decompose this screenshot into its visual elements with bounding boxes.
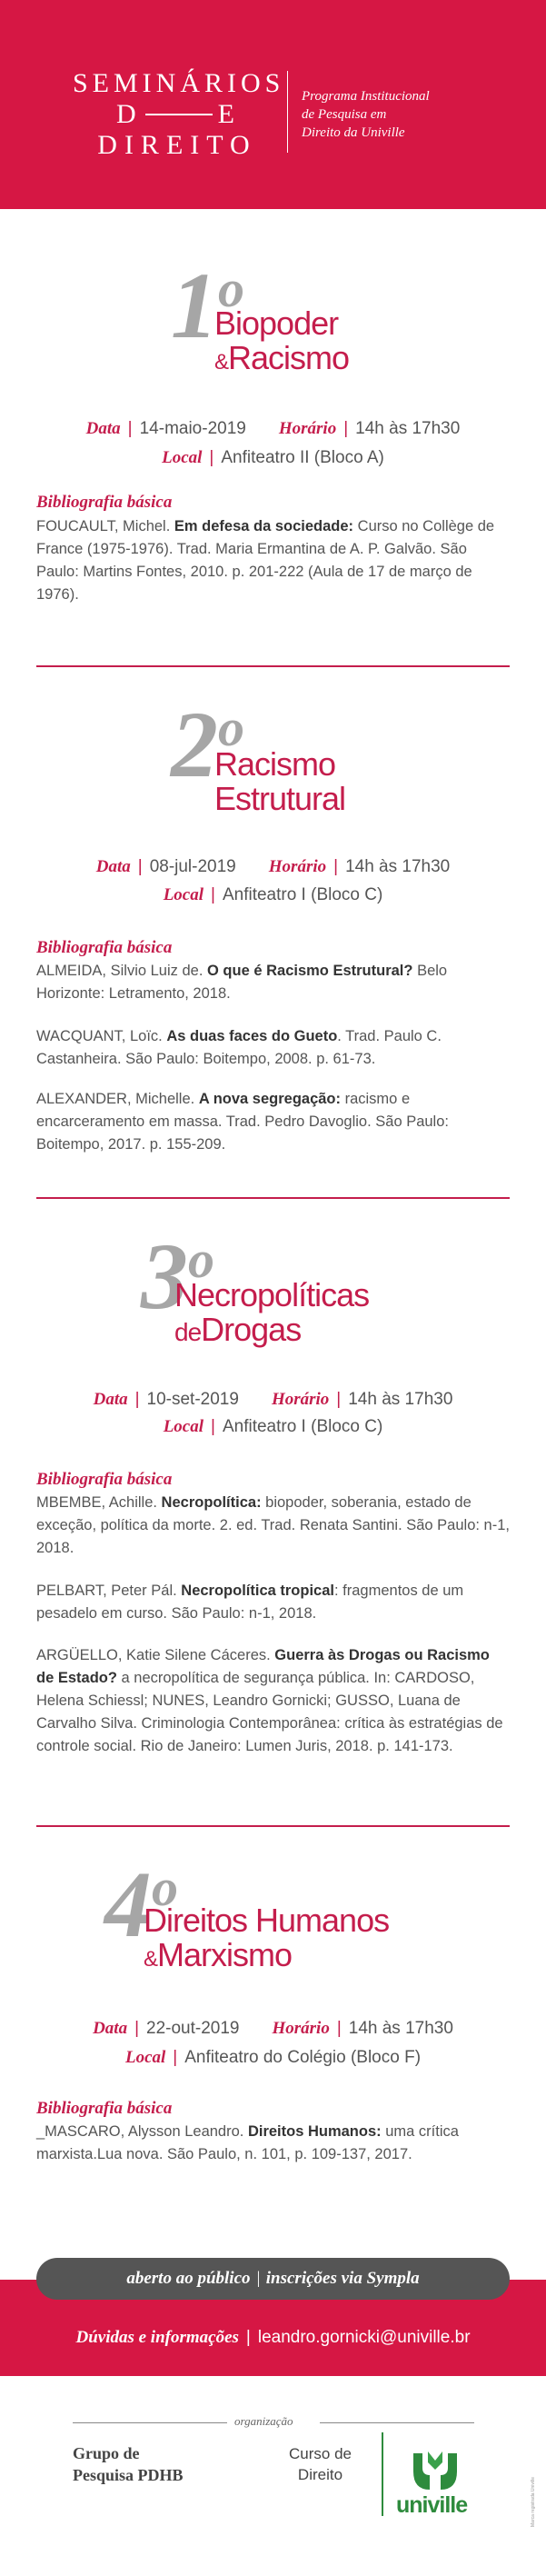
credit-text: Marca registrada Univille: [531, 2476, 536, 2527]
session-4-time: 14h às 17h30: [348, 2019, 453, 2038]
program-line-3: Direito da Univille: [302, 125, 405, 140]
session-2-ref-1: ALMEIDA, Silvio Luiz de. O que é Racismo Estrutural? Belo Horizonte: Letramento, 2018.: [36, 963, 448, 1002]
session-1-theme-line-2: Racismo: [228, 339, 350, 376]
session-3-theme-line-2: Drogas: [201, 1311, 302, 1348]
session-2-time: 14h às 17h30: [345, 857, 451, 876]
session-3-date: 10-set-2019: [146, 1390, 239, 1409]
session-3-ref-2: PELBART, Peter Pál. Necropolítica tropical: fragmentos de um pesadelo em curso. São Paulo: n-1, 2018.: [36, 1583, 464, 1622]
session-1-theme-amp: &: [214, 350, 229, 374]
session-4-location: Anfiteatro do Colégio (Bloco F): [184, 2048, 422, 2067]
section-divider: [36, 1197, 510, 1199]
contact-line: Dúvidas e informações | leandro.gornicki@univille.br: [75, 2328, 471, 2347]
session-2-theme: [214, 747, 345, 816]
org-rule-right: [320, 2422, 474, 2423]
logo-divider: [382, 2432, 383, 2516]
brand-line-1: SEMINÁRIOS: [73, 68, 285, 98]
session-1-bib-title: Bibliografia básica: [36, 493, 173, 512]
session-4-date: 22-out-2019: [146, 2019, 240, 2038]
session-1-theme-line-1: Biopoder: [214, 305, 339, 342]
curso-direito: [289, 2443, 352, 2485]
session-3-schedule: Data | 10-set-2019 Horário | 14h às 17h30: [93, 1390, 453, 1409]
session-4-theme-amp: &: [144, 1947, 158, 1972]
curso-line-1: Curso de: [289, 2445, 352, 2462]
session-3-location: Anfiteatro I (Bloco C): [222, 1417, 383, 1436]
univille-logo-text: univille: [396, 2492, 468, 2518]
session-4-ordinal: 4$^o$: [104, 1852, 178, 1957]
session-2-location-line: Local | Anfiteatro I (Bloco C): [163, 885, 383, 904]
org-rule-left: [73, 2422, 227, 2423]
brand-divider: [287, 71, 288, 153]
pill-public-label: aberto ao público: [126, 2269, 251, 2288]
header-banner: [0, 0, 546, 209]
session-2-location: Anfiteatro I (Bloco C): [222, 885, 383, 904]
brand-line-3: DIREITO: [97, 130, 257, 160]
brand-line-2: [73, 99, 282, 130]
univille-logo-icon: [410, 2450, 461, 2491]
brand-letter-d: D: [116, 99, 140, 129]
session-1-ref-1: FOUCAULT, Michel. Em defesa da sociedade: Curso no Collège de France (1975-1976). Trad. Maria Ermantina de A. P. Galvão. São Paulo: Martins Fontes, 2010. p. 201-222 (Aula de 17 de março de 1976).: [36, 518, 495, 603]
registration-pill: aberto ao público | inscrições via Sympla: [36, 2258, 510, 2300]
session-2-ref-3: ALEXANDER, Michelle. A nova segregação: racismo e encarceramento em massa. Trad. Pedro Davoglio. São Paulo: Boitempo, 2017. p. 155-209.: [36, 1091, 449, 1153]
session-1-ordinal: 1$^o$: [171, 254, 244, 358]
session-3-ref-1: MBEMBE, Achille. Necropolítica: biopoder, soberania, estado de exceção, política da morte. 2. ed. Trad. Renata Santini. São Paulo: n-1, 2018.: [36, 1494, 510, 1556]
session-2-schedule: Data | 08-jul-2019 Horário | 14h às 17h30: [95, 857, 451, 876]
section-divider: [36, 665, 510, 667]
session-1-date: 14-maio-2019: [139, 419, 246, 438]
session-2-theme-line-1: Racismo: [214, 745, 336, 783]
session-1-location: Anfiteatro II (Bloco A): [221, 448, 384, 467]
session-1-time: 14h às 17h30: [355, 419, 461, 438]
session-1-location-line: Local | Anfiteatro II (Bloco A): [162, 448, 384, 467]
program-line-1: Programa Institucional: [302, 89, 430, 104]
org-label: organização: [234, 2414, 293, 2428]
section-divider: [36, 1825, 510, 1827]
session-4-theme-line-2: Marxismo: [157, 1936, 293, 1973]
session-2-bib-title: Bibliografia básica: [36, 938, 173, 957]
pill-sympla-label: inscrições via Sympla: [265, 2269, 420, 2288]
session-2-ordinal: 2$^o$: [171, 693, 244, 797]
session-4-bib-title: Bibliografia básica: [36, 2099, 173, 2118]
session-2-theme-line-2: Estrutural: [214, 780, 346, 817]
grupo-line-2: Pesquisa PDHB: [73, 2466, 184, 2484]
session-4-location-line: Local | Anfiteatro do Colégio (Bloco F): [124, 2048, 422, 2067]
program-title: [302, 87, 501, 142]
session-3-ref-3: ARGÜELLO, Katie Silene Cáceres. Guerra às Drogas ou Racismo de Estado? a necropolítica de segurança pública. In: CARDOSO, Helena Schiessl; NUNES, Leandro Gornicki; GUSSO, Luana de Carvalho Silva. Criminologia Contemporânea: crítica às estratégias de controle social. Rio de Janeiro: Lumen Juris, 2018. p. 141-173.: [36, 1647, 503, 1754]
session-2-ref-2: WACQUANT, Loïc. As duas faces do Gueto. Trad. Paulo C. Castanheira. São Paulo: Boitempo, 2008. p. 61-73.: [36, 1028, 442, 1067]
session-1-schedule: Data | 14-maio-2019 Horário | 14h às 17h30: [85, 419, 461, 438]
brand-logo: [73, 68, 285, 160]
session-4-theme-line-1: Direitos Humanos: [144, 1902, 390, 1939]
session-3-time: 14h às 17h30: [348, 1390, 453, 1409]
session-3-location-line: Local | Anfiteatro I (Bloco C): [163, 1417, 383, 1436]
contact-label: Dúvidas e informações: [75, 2328, 239, 2347]
brand-bar: [145, 114, 213, 115]
grupo-line-1: Grupo de: [73, 2444, 140, 2462]
session-4-schedule: Data | 22-out-2019 Horário | 14h às 17h30: [93, 2019, 453, 2038]
curso-line-2: Direito: [297, 2466, 343, 2483]
session-3-theme: [174, 1278, 369, 1350]
program-line-2: de Pesquisa em: [302, 107, 387, 122]
session-3-theme-line-1: Necropolíticas: [174, 1276, 370, 1313]
grupo-pdhb: [73, 2442, 184, 2486]
session-2-date: 08-jul-2019: [149, 857, 236, 876]
session-3-bib-title: Bibliografia básica: [36, 1470, 173, 1489]
session-3-theme-small: de: [174, 1318, 202, 1346]
session-1-theme: [214, 306, 349, 380]
contact-email-link[interactable]: leandro.gornicki@univille.br: [257, 2328, 471, 2347]
session-3-ordinal: 3$^o$: [141, 1224, 214, 1329]
session-4-ref-1: _MASCARO, Alysson Leandro. Direitos Humanos: uma crítica marxista.Lua nova. São Paulo, n. 101, p. 109-137, 2017.: [36, 2123, 459, 2162]
session-4-theme: [144, 1903, 389, 1977]
brand-letter-e: E: [217, 99, 238, 129]
